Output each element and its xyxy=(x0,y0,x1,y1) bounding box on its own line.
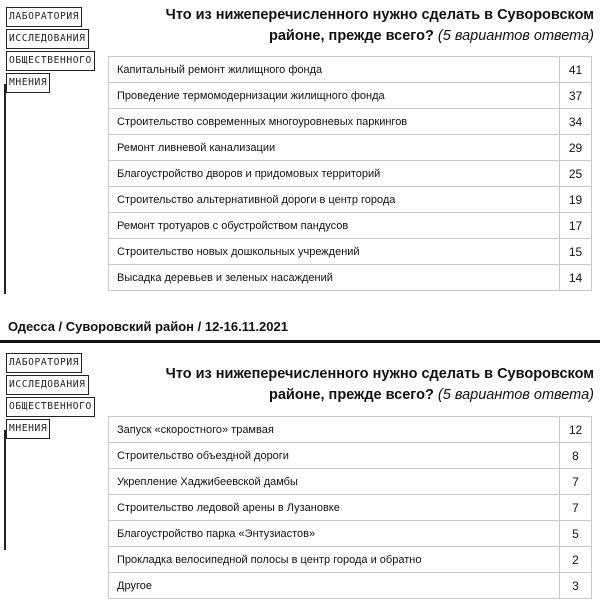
bottom-panel xyxy=(0,346,600,600)
answer-label: Благоустройство дворов и придомовых территорий xyxy=(109,161,560,187)
table-row xyxy=(109,521,592,547)
answer-value: 34 xyxy=(560,109,592,135)
answer-value: 2 xyxy=(560,547,592,573)
lab-logo xyxy=(6,353,102,441)
answer-label: Строительство объездной дороги xyxy=(109,443,560,469)
answer-value: 29 xyxy=(560,135,592,161)
survey-question-title xyxy=(108,5,594,47)
answer-label: Высадка деревьев и зеленых насаждений xyxy=(109,265,560,291)
table-row xyxy=(109,573,592,599)
answer-value: 5 xyxy=(560,521,592,547)
results-table xyxy=(108,416,592,599)
logo-line: ОБЩЕСТВЕННОГО xyxy=(6,397,95,417)
table-row xyxy=(109,135,592,161)
answer-label: Строительство ледовой арены в Лузановке xyxy=(109,495,560,521)
answer-value: 7 xyxy=(560,469,592,495)
answer-label: Укрепление Хаджибеевской дамбы xyxy=(109,469,560,495)
answer-value: 8 xyxy=(560,443,592,469)
logo-vertical-bar xyxy=(4,430,6,550)
answer-label: Строительство альтернативной дороги в центр города xyxy=(109,187,560,213)
table-row xyxy=(109,239,592,265)
question-text: Что из нижеперечисленного нужно сделать в Суворовском районе, прежде всего? xyxy=(165,7,594,44)
answer-label: Другое xyxy=(109,573,560,599)
section-divider xyxy=(0,340,600,343)
answer-value: 3 xyxy=(560,573,592,599)
logo-line: ИССЛЕДОВАНИЯ xyxy=(6,29,89,49)
table-row xyxy=(109,443,592,469)
lab-logo xyxy=(6,7,102,95)
logo-line: ЛАБОРАТОРИЯ xyxy=(6,353,82,373)
table-row xyxy=(109,161,592,187)
table-row xyxy=(109,547,592,573)
answer-value: 41 xyxy=(560,57,592,83)
table-row xyxy=(109,417,592,443)
logo-line: МНЕНИЯ xyxy=(6,73,50,93)
logo-line: МНЕНИЯ xyxy=(6,419,50,439)
table-row xyxy=(109,265,592,291)
region-date-caption: Одесса / Суворовский район / 12-16.11.2021 xyxy=(8,319,288,334)
answer-value: 15 xyxy=(560,239,592,265)
answer-label: Запуск «скоростного» трамвая xyxy=(109,417,560,443)
answer-value: 7 xyxy=(560,495,592,521)
table-row xyxy=(109,469,592,495)
question-note: (5 вариантов ответа) xyxy=(437,28,594,44)
answer-label: Ремонт ливневой канализации xyxy=(109,135,560,161)
question-text: Что из нижеперечисленного нужно сделать в Суворовском районе, прежде всего? xyxy=(165,366,594,403)
answer-value: 14 xyxy=(560,265,592,291)
answer-value: 17 xyxy=(560,213,592,239)
results-table xyxy=(108,56,592,291)
answer-label: Капитальный ремонт жилищного фонда xyxy=(109,57,560,83)
answer-label: Ремонт тротуаров с обустройством пандусов xyxy=(109,213,560,239)
answer-label: Строительство новых дошкольных учреждений xyxy=(109,239,560,265)
answer-label: Благоустройство парка «Энтузиастов» xyxy=(109,521,560,547)
answer-label: Проведение термомодернизации жилищного фонда xyxy=(109,83,560,109)
table-row xyxy=(109,109,592,135)
answer-label: Строительство современных многоуровневых паркингов xyxy=(109,109,560,135)
logo-line: ЛАБОРАТОРИЯ xyxy=(6,7,82,27)
answer-value: 37 xyxy=(560,83,592,109)
logo-line: ИССЛЕДОВАНИЯ xyxy=(6,375,89,395)
top-panel xyxy=(0,0,600,296)
logo-line: ОБЩЕСТВЕННОГО xyxy=(6,51,95,71)
table-row xyxy=(109,213,592,239)
survey-question-title xyxy=(108,364,594,406)
table-row xyxy=(109,57,592,83)
answer-value: 19 xyxy=(560,187,592,213)
table-row xyxy=(109,495,592,521)
answer-value: 12 xyxy=(560,417,592,443)
answer-label: Прокладка велосипедной полосы в центр города и обратно xyxy=(109,547,560,573)
logo-vertical-bar xyxy=(4,84,6,294)
answer-value: 25 xyxy=(560,161,592,187)
question-note: (5 вариантов ответа) xyxy=(437,387,594,403)
table-row xyxy=(109,83,592,109)
table-row xyxy=(109,187,592,213)
